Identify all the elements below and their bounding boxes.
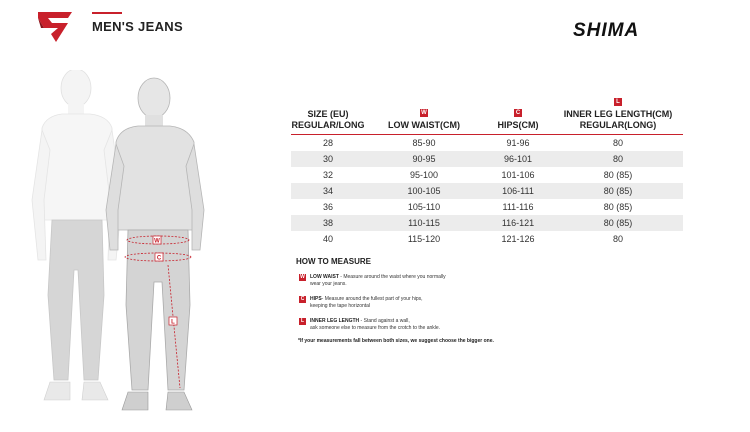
model-figures-illustration	[28, 70, 248, 420]
cell-hips: 121-126	[501, 234, 535, 244]
table-header-row	[291, 95, 683, 135]
cell-size: 40	[322, 234, 333, 244]
cell-inner-leg: 80 (85)	[603, 170, 633, 180]
cell-inner-leg: 80	[612, 234, 623, 244]
cell-hips: 106-111	[483, 183, 553, 199]
table-row	[291, 183, 683, 199]
how-to-measure-title: HOW TO MEASURE	[296, 257, 371, 266]
column-header-hips: C HIPS(CM)	[483, 95, 553, 135]
measure-item-text: ask someone else to measure from the crotch to the ankle.	[310, 325, 441, 331]
table-row	[291, 199, 683, 215]
size-advice-note: *If your measurements fall between both sizes, we suggest choose the bigger one.	[298, 338, 494, 344]
hips-badge: C	[515, 110, 521, 116]
page-title: MEN'S JEANS	[92, 19, 183, 34]
cell-waist: 95-100	[409, 170, 439, 180]
cell-hips: 91-96	[506, 138, 530, 148]
cell-hips: 111-116	[502, 202, 534, 212]
measure-item-name: HIPS	[310, 296, 322, 302]
cell-inner-leg: 80	[612, 138, 623, 148]
cell-hips: 116-121	[483, 215, 553, 231]
cell-waist: 85-90	[412, 138, 436, 148]
cell-waist: 110-115	[365, 215, 483, 231]
cell-hips: 96-101	[483, 151, 553, 167]
measure-item-text: - Measure around the waist where you normally	[338, 274, 446, 280]
waist-marker: W	[154, 238, 160, 245]
cell-inner-leg: 80 (85)	[553, 183, 683, 199]
table-row	[291, 151, 683, 167]
column-header-size: SIZE (EU) REGULAR/LONG	[291, 95, 365, 135]
header-accent-rule	[92, 12, 122, 14]
measure-item-name: INNER LEG LENGTH	[310, 318, 360, 324]
cell-inner-leg: 80 (85)	[603, 202, 633, 212]
measure-item-text: - Measure around the fullest part of your hips,	[321, 296, 423, 302]
measure-item-text: keeping the tape horizontal	[310, 303, 371, 309]
inner-leg-badge: L	[614, 98, 622, 106]
inseam-marker: L	[171, 319, 175, 326]
cell-waist: 105-110	[407, 202, 441, 212]
table-row	[291, 215, 683, 231]
cell-inner-leg: 80	[553, 151, 683, 167]
cell-waist: 115-120	[407, 234, 441, 244]
cell-waist: 90-95	[365, 151, 483, 167]
waist-badge: W	[300, 274, 305, 280]
brand-name: SHIMA	[573, 20, 640, 40]
cell-size: 34	[291, 183, 365, 199]
measure-item-text: wear your jeans.	[310, 281, 347, 287]
cell-size: 38	[291, 215, 365, 231]
cell-inner-leg: 80 (85)	[553, 215, 683, 231]
cell-size: 30	[291, 151, 365, 167]
shima-logo-icon	[38, 12, 72, 42]
table-row	[291, 231, 683, 247]
shima-wordmark-logo	[571, 20, 721, 40]
cell-size: 28	[322, 138, 333, 148]
column-header-waist: W LOW WAIST(CM)	[365, 95, 483, 135]
waist-badge: W	[421, 110, 427, 116]
cell-waist: 100-105	[365, 183, 483, 199]
size-chart-table	[291, 95, 683, 247]
cell-size: 36	[322, 202, 333, 212]
cell-hips: 101-106	[501, 170, 535, 180]
hips-badge: C	[300, 296, 305, 302]
hips-marker: C	[156, 255, 162, 262]
cell-size: 32	[322, 170, 333, 180]
table-row	[291, 167, 683, 183]
table-row	[291, 135, 683, 152]
inner-leg-badge: L	[300, 318, 305, 324]
column-header-inner-leg: L INNER LEG LENGTH(CM) REGULAR(LONG)	[553, 95, 683, 135]
front-figure	[106, 78, 204, 410]
measure-item-text: - Stand against a wall,	[359, 318, 410, 324]
measure-item-name: LOW WAIST	[310, 274, 339, 280]
